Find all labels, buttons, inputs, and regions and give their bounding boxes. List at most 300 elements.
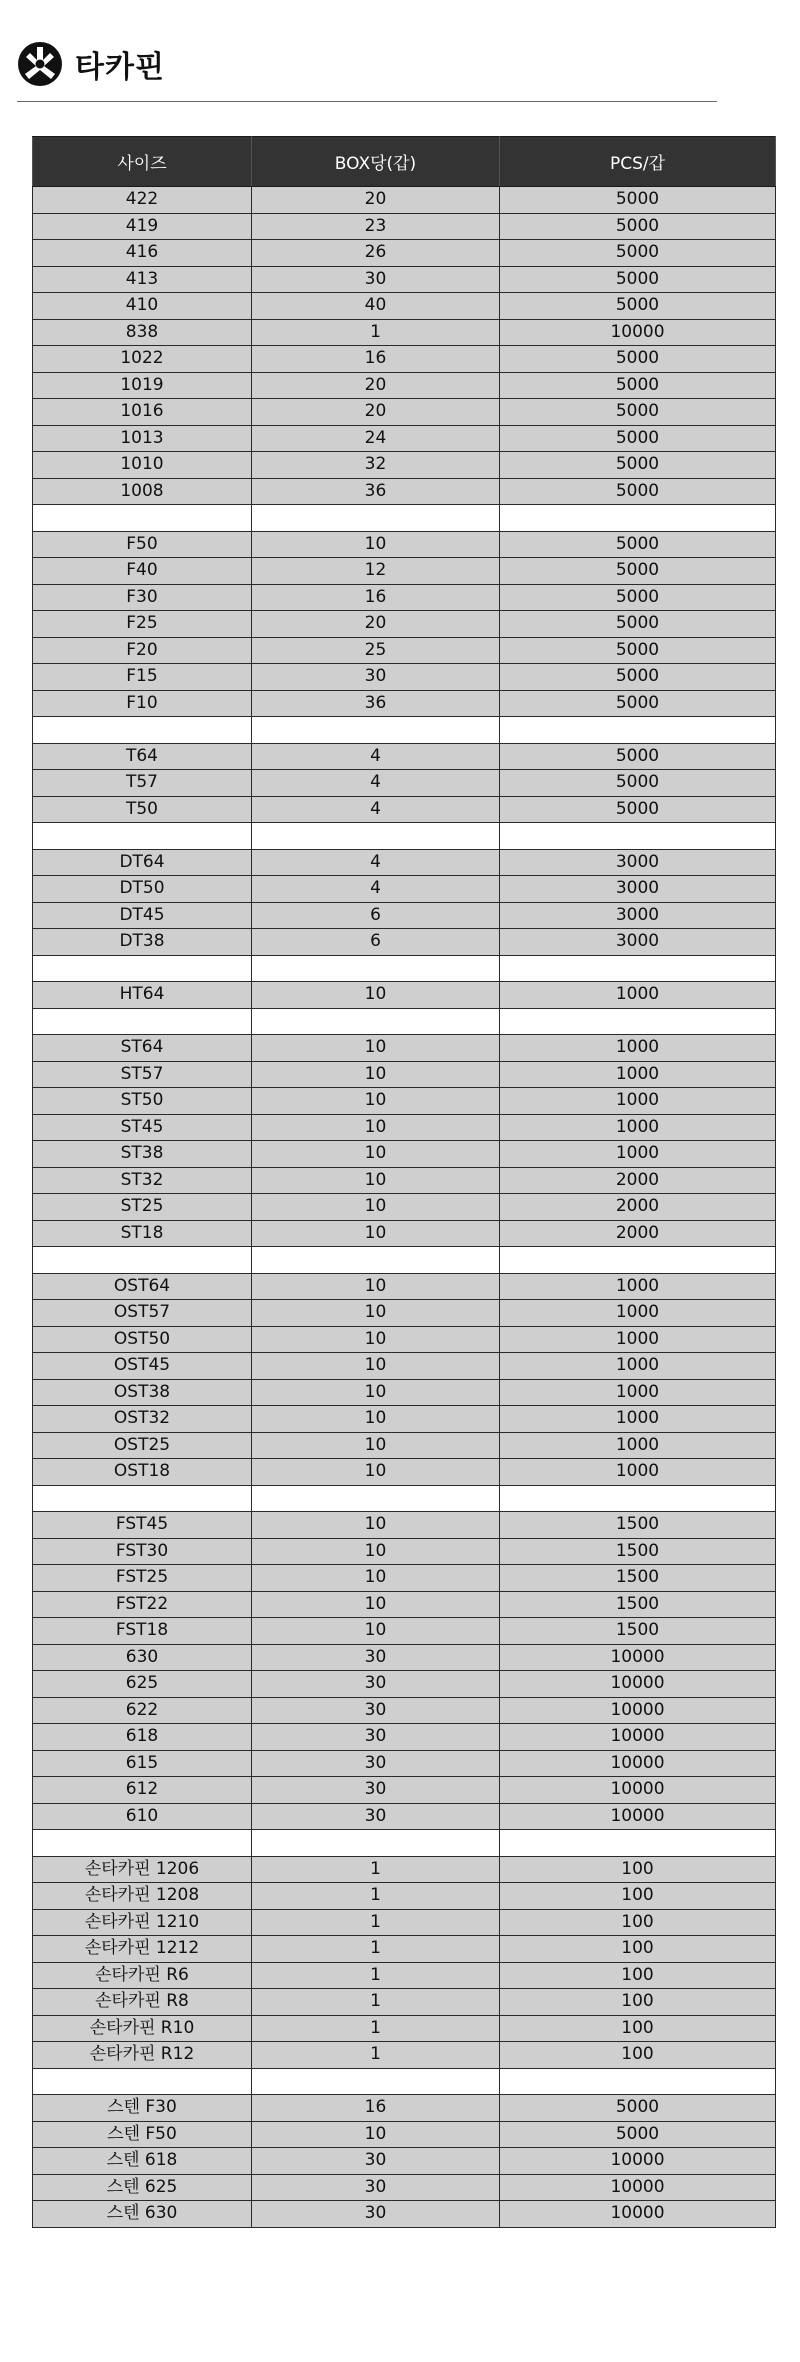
cell-size: DT64 (33, 849, 252, 876)
cell-size: OST25 (33, 1432, 252, 1459)
cell-pcs: 100 (500, 1962, 776, 1989)
cell-pcs: 1000 (500, 1406, 776, 1433)
cell-box-qty: 1 (252, 2042, 500, 2069)
cell-box-qty: 10 (252, 1035, 500, 1062)
table-row (33, 372, 776, 399)
cell-pcs: 100 (500, 1936, 776, 1963)
cell-pcs: 100 (500, 2015, 776, 2042)
cell-size: 615 (33, 1750, 252, 1777)
cell-box-qty: 1 (252, 1883, 500, 1910)
table-row (33, 558, 776, 585)
table-row (33, 849, 776, 876)
table-row (33, 2174, 776, 2201)
cell-box-qty: 30 (252, 2201, 500, 2228)
cell-size: 622 (33, 1697, 252, 1724)
cell-pcs: 1000 (500, 1326, 776, 1353)
cell-box-qty: 12 (252, 558, 500, 585)
cell-box-qty: 10 (252, 1618, 500, 1645)
cell-pcs: 1000 (500, 982, 776, 1009)
cell-pcs: 1500 (500, 1591, 776, 1618)
cell-size: ST50 (33, 1088, 252, 1115)
cell-size: F25 (33, 611, 252, 638)
cell-size: FST18 (33, 1618, 252, 1645)
table-row (33, 929, 776, 956)
table-row (33, 2121, 776, 2148)
cell-box-qty: 4 (252, 796, 500, 823)
table-row (33, 690, 776, 717)
cell-box-qty: 10 (252, 1061, 500, 1088)
pinwheel-logo-icon (17, 41, 63, 87)
cell-size: T57 (33, 770, 252, 797)
table-body (33, 187, 776, 2228)
table-row (33, 770, 776, 797)
cell-size: 손타카핀 R12 (33, 2042, 252, 2069)
cell-box-qty (252, 505, 500, 532)
cell-box-qty: 10 (252, 1512, 500, 1539)
table-spacer-row (33, 1008, 776, 1035)
table-row (33, 1883, 776, 1910)
table-row (33, 1167, 776, 1194)
cell-pcs: 5000 (500, 478, 776, 505)
cell-size: FST25 (33, 1565, 252, 1592)
cell-box-qty: 10 (252, 531, 500, 558)
cell-pcs: 100 (500, 2042, 776, 2069)
table-row (33, 1379, 776, 1406)
cell-size: 손타카핀 R10 (33, 2015, 252, 2042)
cell-size (33, 2068, 252, 2095)
table-row (33, 1644, 776, 1671)
cell-size: 625 (33, 1671, 252, 1698)
cell-size: F15 (33, 664, 252, 691)
column-header-pcs: PCS/갑 (500, 137, 776, 187)
cell-pcs (500, 717, 776, 744)
cell-pcs: 100 (500, 1989, 776, 2016)
table-row (33, 2201, 776, 2228)
cell-box-qty: 30 (252, 2174, 500, 2201)
cell-pcs: 10000 (500, 1724, 776, 1751)
cell-size: OST50 (33, 1326, 252, 1353)
cell-box-qty: 10 (252, 1538, 500, 1565)
cell-box-qty: 10 (252, 1459, 500, 1486)
header-divider (17, 101, 717, 102)
table-row (33, 1406, 776, 1433)
table-row (33, 399, 776, 426)
cell-size: 손타카핀 1206 (33, 1856, 252, 1883)
cell-pcs: 1000 (500, 1114, 776, 1141)
cell-box-qty: 10 (252, 1114, 500, 1141)
cell-pcs (500, 823, 776, 850)
cell-box-qty: 1 (252, 1856, 500, 1883)
cell-box-qty: 1 (252, 1962, 500, 1989)
cell-size: ST38 (33, 1141, 252, 1168)
cell-size: 416 (33, 240, 252, 267)
cell-size: 손타카핀 1212 (33, 1936, 252, 1963)
cell-size: FST22 (33, 1591, 252, 1618)
table-header-row (33, 137, 776, 187)
cell-box-qty: 16 (252, 346, 500, 373)
cell-pcs: 2000 (500, 1194, 776, 1221)
cell-size: T50 (33, 796, 252, 823)
table-row (33, 1909, 776, 1936)
cell-box-qty: 10 (252, 1220, 500, 1247)
cell-size (33, 955, 252, 982)
page-title: 타카핀 (75, 50, 165, 85)
cell-pcs (500, 505, 776, 532)
table-row (33, 1512, 776, 1539)
table-row (33, 213, 776, 240)
cell-pcs: 10000 (500, 1671, 776, 1698)
cell-size (33, 1008, 252, 1035)
cell-size: 422 (33, 187, 252, 214)
cell-box-qty: 24 (252, 425, 500, 452)
cell-size (33, 1830, 252, 1857)
cell-box-qty: 30 (252, 1644, 500, 1671)
cell-pcs (500, 955, 776, 982)
cell-pcs: 5000 (500, 346, 776, 373)
cell-pcs: 10000 (500, 2174, 776, 2201)
cell-size: T64 (33, 743, 252, 770)
cell-box-qty: 1 (252, 1989, 500, 2016)
cell-box-qty: 10 (252, 1591, 500, 1618)
cell-pcs: 10000 (500, 1750, 776, 1777)
cell-size: ST45 (33, 1114, 252, 1141)
table-row (33, 664, 776, 691)
cell-pcs: 1000 (500, 1035, 776, 1062)
cell-pcs: 5000 (500, 531, 776, 558)
table-spacer-row (33, 1830, 776, 1857)
cell-size: DT45 (33, 902, 252, 929)
table-row (33, 1194, 776, 1221)
table-row (33, 1088, 776, 1115)
cell-pcs: 10000 (500, 319, 776, 346)
cell-box-qty: 6 (252, 929, 500, 956)
table-row (33, 1856, 776, 1883)
cell-pcs: 10000 (500, 1803, 776, 1830)
cell-size: 838 (33, 319, 252, 346)
cell-size: OST32 (33, 1406, 252, 1433)
cell-pcs: 5000 (500, 690, 776, 717)
cell-pcs (500, 1008, 776, 1035)
cell-box-qty: 1 (252, 2015, 500, 2042)
cell-pcs: 5000 (500, 637, 776, 664)
spec-table (32, 136, 776, 2228)
table-row (33, 1671, 776, 1698)
table-row (33, 743, 776, 770)
cell-pcs: 1000 (500, 1353, 776, 1380)
cell-pcs: 1500 (500, 1538, 776, 1565)
cell-box-qty: 20 (252, 611, 500, 638)
table-row (33, 1326, 776, 1353)
table-spacer-row (33, 505, 776, 532)
cell-box-qty: 10 (252, 1141, 500, 1168)
table-row (33, 478, 776, 505)
cell-pcs: 2000 (500, 1220, 776, 1247)
cell-size (33, 1247, 252, 1274)
cell-box-qty: 4 (252, 770, 500, 797)
table-row (33, 1697, 776, 1724)
table-spacer-row (33, 1485, 776, 1512)
cell-box-qty: 10 (252, 1273, 500, 1300)
cell-size: 413 (33, 266, 252, 293)
cell-box-qty: 1 (252, 1936, 500, 1963)
cell-pcs: 3000 (500, 849, 776, 876)
cell-box-qty (252, 1008, 500, 1035)
table-row (33, 1061, 776, 1088)
cell-size: F10 (33, 690, 252, 717)
table-row (33, 876, 776, 903)
cell-pcs: 1000 (500, 1141, 776, 1168)
cell-pcs: 1000 (500, 1061, 776, 1088)
cell-size: 손타카핀 1208 (33, 1883, 252, 1910)
cell-size: OST38 (33, 1379, 252, 1406)
table-row (33, 1114, 776, 1141)
table-row (33, 1273, 776, 1300)
cell-box-qty (252, 717, 500, 744)
cell-box-qty: 10 (252, 2121, 500, 2148)
cell-box-qty: 10 (252, 1379, 500, 1406)
table-row (33, 1936, 776, 1963)
cell-box-qty: 20 (252, 187, 500, 214)
cell-box-qty: 10 (252, 982, 500, 1009)
table-row (33, 1141, 776, 1168)
table-row (33, 1803, 776, 1830)
cell-size: FST45 (33, 1512, 252, 1539)
cell-pcs (500, 1830, 776, 1857)
cell-pcs: 10000 (500, 1644, 776, 1671)
cell-size: ST57 (33, 1061, 252, 1088)
table-row (33, 611, 776, 638)
cell-box-qty: 26 (252, 240, 500, 267)
cell-box-qty: 20 (252, 399, 500, 426)
cell-pcs: 3000 (500, 929, 776, 956)
cell-pcs (500, 1485, 776, 1512)
cell-size: 스텐 625 (33, 2174, 252, 2201)
cell-pcs: 3000 (500, 876, 776, 903)
cell-pcs: 1000 (500, 1432, 776, 1459)
cell-size: OST18 (33, 1459, 252, 1486)
cell-box-qty: 30 (252, 1697, 500, 1724)
cell-pcs: 5000 (500, 584, 776, 611)
cell-pcs: 1000 (500, 1088, 776, 1115)
cell-pcs: 1000 (500, 1300, 776, 1327)
cell-size: 630 (33, 1644, 252, 1671)
cell-box-qty (252, 1830, 500, 1857)
column-header-box-qty: BOX당(갑) (252, 137, 500, 187)
cell-pcs (500, 1247, 776, 1274)
table-row (33, 1565, 776, 1592)
cell-box-qty: 10 (252, 1167, 500, 1194)
cell-size: 손타카핀 1210 (33, 1909, 252, 1936)
cell-pcs: 5000 (500, 664, 776, 691)
cell-size: ST18 (33, 1220, 252, 1247)
cell-size: 618 (33, 1724, 252, 1751)
cell-pcs: 5000 (500, 266, 776, 293)
table-row (33, 2015, 776, 2042)
cell-size: 610 (33, 1803, 252, 1830)
table-row (33, 1750, 776, 1777)
cell-box-qty: 25 (252, 637, 500, 664)
cell-box-qty: 4 (252, 743, 500, 770)
cell-pcs: 5000 (500, 611, 776, 638)
table-row (33, 1538, 776, 1565)
cell-box-qty: 10 (252, 1406, 500, 1433)
cell-pcs: 5000 (500, 213, 776, 240)
table-row (33, 187, 776, 214)
cell-box-qty (252, 1247, 500, 1274)
table-row (33, 346, 776, 373)
table-row (33, 293, 776, 320)
cell-size (33, 717, 252, 744)
cell-box-qty: 16 (252, 2095, 500, 2122)
cell-pcs: 1000 (500, 1459, 776, 1486)
cell-size: 1008 (33, 478, 252, 505)
table-spacer-row (33, 1247, 776, 1274)
cell-box-qty: 32 (252, 452, 500, 479)
cell-box-qty: 30 (252, 1750, 500, 1777)
cell-box-qty (252, 823, 500, 850)
cell-size: 스텐 F30 (33, 2095, 252, 2122)
table-spacer-row (33, 717, 776, 744)
table-row (33, 531, 776, 558)
cell-box-qty: 20 (252, 372, 500, 399)
table-row (33, 240, 776, 267)
table-row (33, 1432, 776, 1459)
cell-size: HT64 (33, 982, 252, 1009)
cell-size: 1019 (33, 372, 252, 399)
cell-box-qty: 4 (252, 849, 500, 876)
cell-pcs: 10000 (500, 2201, 776, 2228)
cell-size: F30 (33, 584, 252, 611)
cell-pcs: 5000 (500, 558, 776, 585)
table-row (33, 1459, 776, 1486)
cell-pcs: 5000 (500, 187, 776, 214)
table-row (33, 1962, 776, 1989)
cell-box-qty: 36 (252, 478, 500, 505)
cell-size: 스텐 618 (33, 2148, 252, 2175)
cell-box-qty: 30 (252, 1724, 500, 1751)
cell-pcs: 1500 (500, 1512, 776, 1539)
table-row (33, 1618, 776, 1645)
cell-box-qty: 30 (252, 2148, 500, 2175)
table-row (33, 425, 776, 452)
cell-pcs: 100 (500, 1856, 776, 1883)
cell-box-qty: 30 (252, 266, 500, 293)
table-row (33, 1220, 776, 1247)
cell-box-qty (252, 955, 500, 982)
cell-size (33, 1485, 252, 1512)
cell-size: ST32 (33, 1167, 252, 1194)
table-row (33, 1300, 776, 1327)
cell-pcs: 2000 (500, 1167, 776, 1194)
table-row (33, 796, 776, 823)
cell-size: 1013 (33, 425, 252, 452)
cell-pcs: 10000 (500, 1777, 776, 1804)
table-row (33, 452, 776, 479)
cell-pcs (500, 2068, 776, 2095)
column-header-size: 사이즈 (33, 137, 252, 187)
cell-size: DT38 (33, 929, 252, 956)
cell-box-qty: 23 (252, 213, 500, 240)
table-row (33, 1724, 776, 1751)
cell-size: ST64 (33, 1035, 252, 1062)
table-row (33, 2095, 776, 2122)
cell-box-qty: 10 (252, 1326, 500, 1353)
cell-pcs: 1000 (500, 1379, 776, 1406)
cell-pcs: 10000 (500, 2148, 776, 2175)
cell-size: OST64 (33, 1273, 252, 1300)
cell-pcs: 5000 (500, 796, 776, 823)
cell-pcs: 5000 (500, 452, 776, 479)
cell-size: 손타카핀 R8 (33, 1989, 252, 2016)
cell-size: 410 (33, 293, 252, 320)
cell-box-qty: 40 (252, 293, 500, 320)
table-spacer-row (33, 955, 776, 982)
cell-box-qty: 10 (252, 1432, 500, 1459)
cell-box-qty: 10 (252, 1300, 500, 1327)
cell-box-qty: 30 (252, 1671, 500, 1698)
table-row (33, 2148, 776, 2175)
cell-size: 손타카핀 R6 (33, 1962, 252, 1989)
cell-size: 1016 (33, 399, 252, 426)
cell-box-qty: 10 (252, 1194, 500, 1221)
cell-box-qty (252, 2068, 500, 2095)
cell-box-qty: 1 (252, 1909, 500, 1936)
cell-size: 1010 (33, 452, 252, 479)
cell-size: OST45 (33, 1353, 252, 1380)
cell-size (33, 823, 252, 850)
cell-box-qty: 10 (252, 1565, 500, 1592)
table-row (33, 637, 776, 664)
cell-box-qty (252, 1485, 500, 1512)
table-row (33, 1035, 776, 1062)
cell-pcs: 1000 (500, 1273, 776, 1300)
cell-box-qty: 6 (252, 902, 500, 929)
cell-size: 스텐 F50 (33, 2121, 252, 2148)
cell-size: OST57 (33, 1300, 252, 1327)
table-row (33, 319, 776, 346)
cell-pcs: 5000 (500, 399, 776, 426)
cell-pcs: 1500 (500, 1618, 776, 1645)
cell-pcs: 100 (500, 1883, 776, 1910)
table-row (33, 1353, 776, 1380)
cell-pcs: 5000 (500, 2095, 776, 2122)
table-spacer-row (33, 823, 776, 850)
cell-box-qty: 30 (252, 1777, 500, 1804)
table-row (33, 982, 776, 1009)
cell-size: DT50 (33, 876, 252, 903)
cell-pcs: 10000 (500, 1697, 776, 1724)
cell-box-qty: 4 (252, 876, 500, 903)
cell-box-qty: 10 (252, 1088, 500, 1115)
cell-pcs: 100 (500, 1909, 776, 1936)
cell-size: 1022 (33, 346, 252, 373)
cell-size: ST25 (33, 1194, 252, 1221)
cell-size: F20 (33, 637, 252, 664)
cell-size: 612 (33, 1777, 252, 1804)
table-row (33, 902, 776, 929)
cell-pcs: 5000 (500, 293, 776, 320)
table-row (33, 2042, 776, 2069)
cell-pcs: 5000 (500, 425, 776, 452)
table-spacer-row (33, 2068, 776, 2095)
cell-box-qty: 10 (252, 1353, 500, 1380)
cell-box-qty: 1 (252, 319, 500, 346)
cell-pcs: 5000 (500, 2121, 776, 2148)
table-row (33, 1777, 776, 1804)
cell-pcs: 3000 (500, 902, 776, 929)
cell-pcs: 5000 (500, 240, 776, 267)
table-row (33, 1989, 776, 2016)
